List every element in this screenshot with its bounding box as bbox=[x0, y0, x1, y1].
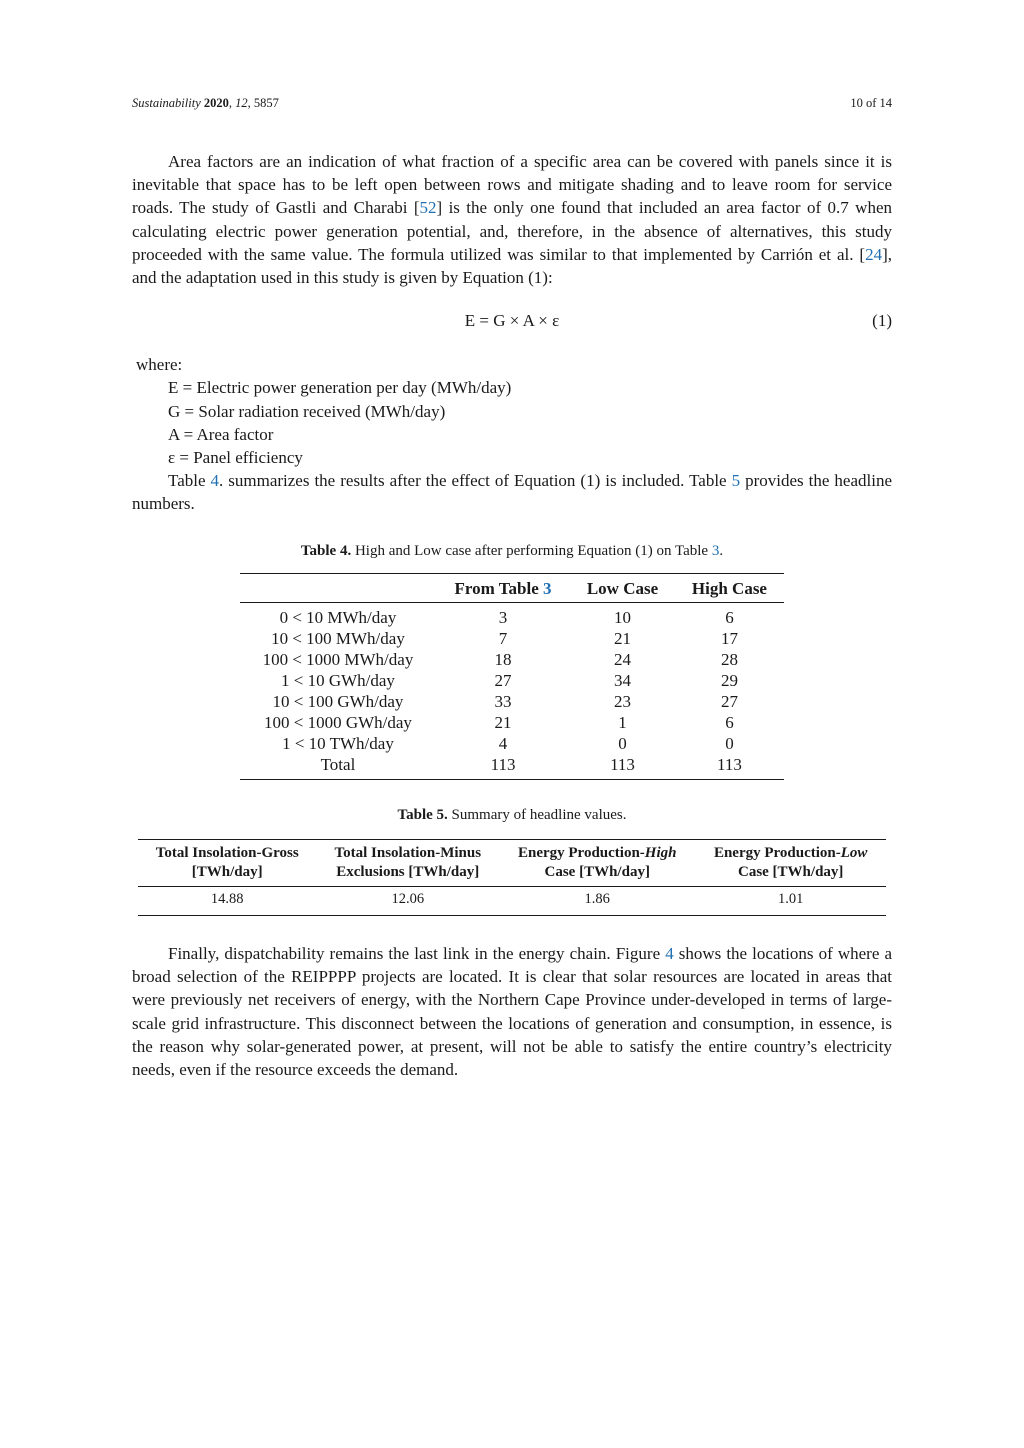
table-row bbox=[240, 712, 784, 733]
cell-production-low: 1.01 bbox=[695, 887, 886, 916]
caption-text: . bbox=[719, 542, 724, 559]
header-text: Energy Production- bbox=[517, 845, 645, 862]
row-label: 100 < 1000 GWh/day bbox=[263, 712, 412, 732]
table-header-row bbox=[240, 573, 784, 602]
header-text: Case [TWh/day] bbox=[544, 864, 650, 881]
row-label: 10 < 100 GWh/day bbox=[272, 691, 404, 711]
paragraph-text: ], and the adaptation used in this study is given by Equation (1): bbox=[132, 244, 892, 288]
definition-a: A = Area factor bbox=[168, 424, 274, 444]
row-label: 100 < 1000 MWh/day bbox=[262, 649, 414, 669]
article-number: 5857 bbox=[253, 96, 279, 110]
cell-from-table: 4 bbox=[498, 733, 508, 753]
table-link-4[interactable]: 4 bbox=[210, 471, 220, 491]
row-label: Total bbox=[240, 754, 436, 780]
header-high-case: High Case bbox=[675, 573, 784, 602]
journal-year: 2020 bbox=[203, 96, 229, 110]
table-link-5[interactable]: 5 bbox=[731, 471, 741, 491]
where-label: where: bbox=[136, 355, 183, 375]
cell-low-case: 0 bbox=[618, 733, 627, 753]
paragraph-text: ] is the only one found that included an area factor of 0.7 when calculating electric power generation potential, and, therefore, in the absence of alternatives, this study proceeded with the same value. The formula utilized was similar to that implemented by Carrión et al. [ bbox=[132, 198, 892, 264]
table-4 bbox=[240, 573, 784, 780]
header-text-italic: Low bbox=[840, 845, 868, 862]
cell-low-case: 1 bbox=[618, 712, 627, 732]
table-row bbox=[138, 887, 886, 916]
equation-1 bbox=[132, 309, 892, 333]
cell-low-case: 21 bbox=[614, 628, 631, 648]
table-header-row bbox=[138, 840, 886, 887]
cell-from-table: 7 bbox=[498, 628, 508, 648]
journal-volume: 12 bbox=[235, 96, 248, 110]
header-insolation-minus bbox=[316, 840, 499, 887]
cell-low-case: 113 bbox=[570, 754, 675, 780]
running-header-citation: Sustainability 2020, 12, 5857 bbox=[132, 96, 279, 110]
paragraph-text: shows the locations of where a broad selection of the REIPPPP projects are located. It is clear that solar resources are located in areas that were previously net receivers of energy, with the Northern Cape Province under-developed in terms of large-scale grid infrastructure. This disconnect between the locations of generation and consumption, in essence, is the reason why solar-generated power, at present, will not be able to satisfy the entire country’s electricity needs, even if the resource exceeds the demand. bbox=[132, 944, 892, 1080]
cell-high-case: 29 bbox=[720, 670, 738, 690]
table-4-caption bbox=[132, 540, 892, 563]
cell-from-table: 18 bbox=[494, 649, 512, 669]
paragraph-text: provides the headline numbers. bbox=[132, 471, 892, 514]
paragraph-text: Table bbox=[168, 471, 211, 491]
citation-link-52[interactable]: 52 bbox=[419, 198, 437, 218]
caption-label: Table 5. bbox=[397, 806, 448, 823]
cell-from-table: 27 bbox=[494, 670, 512, 690]
table-row bbox=[240, 628, 784, 649]
definition-g: G = Solar radiation received (MWh/day) bbox=[168, 401, 446, 421]
cell-high-case: 113 bbox=[675, 754, 784, 780]
cell-high-case: 6 bbox=[725, 607, 734, 627]
caption-text: Summary of headline values. bbox=[447, 806, 627, 823]
header-text: Total Insolation-Minus bbox=[334, 845, 482, 862]
paragraph-dispatchability bbox=[132, 942, 892, 1081]
cell-high-case: 27 bbox=[720, 691, 738, 711]
table-5 bbox=[138, 839, 886, 916]
row-label: 1 < 10 TWh/day bbox=[282, 733, 394, 753]
header-text: Total Insolation-Gross bbox=[155, 845, 299, 862]
header-text: From Table bbox=[454, 578, 544, 598]
cell-high-case: 28 bbox=[720, 649, 738, 669]
header-from-table bbox=[436, 573, 570, 602]
page-body bbox=[132, 150, 892, 1081]
paragraph-text: Finally, dispatchability remains the last link in the energy chain. Figure bbox=[168, 944, 666, 964]
row-label: 0 < 10 MWh/day bbox=[279, 607, 397, 627]
page-number: 10 of 14 bbox=[850, 96, 892, 110]
equation-number: (1) bbox=[872, 311, 892, 331]
figure-link-4[interactable]: 4 bbox=[665, 944, 674, 964]
cell-high-case: 17 bbox=[720, 628, 738, 648]
row-label: 1 < 10 GWh/day bbox=[280, 670, 395, 690]
row-label: 10 < 100 MWh/day bbox=[271, 628, 405, 648]
table-row bbox=[240, 691, 784, 712]
definitions-list bbox=[132, 376, 892, 469]
table-row bbox=[240, 670, 784, 691]
cell-insolation-minus: 12.06 bbox=[316, 887, 499, 916]
header-insolation-gross bbox=[138, 840, 316, 887]
cell-low-case: 23 bbox=[614, 691, 631, 711]
header-text: Exclusions [TWh/day] bbox=[336, 864, 480, 881]
table-row-total bbox=[240, 754, 784, 780]
table-row bbox=[240, 602, 784, 628]
cell-low-case: 10 bbox=[614, 607, 631, 627]
header-production-high bbox=[499, 840, 695, 887]
header-low-case: Low Case bbox=[570, 573, 675, 602]
header-text: [TWh/day] bbox=[191, 864, 263, 881]
paragraph-text: Area factors are an indication of what fraction of a specific area can be covered with panels since it is inevitable that space has to be left open between rows and mitigate shading and to leave room for service roads. The study of Gastli and Charabi [ bbox=[132, 152, 892, 218]
paragraph-table-summary bbox=[132, 469, 892, 515]
cell-insolation-gross: 14.88 bbox=[138, 887, 316, 916]
header-empty bbox=[240, 573, 436, 602]
journal-name: Sustainability bbox=[132, 96, 201, 110]
table-5-caption bbox=[132, 804, 892, 827]
cell-high-case: 0 bbox=[725, 733, 734, 753]
definition-e: E = Electric power generation per day (MWh/day) bbox=[168, 378, 512, 398]
caption-label: Table 4. bbox=[300, 542, 352, 559]
definition-epsilon: ε = Panel efficiency bbox=[168, 448, 303, 468]
table-link-3[interactable]: 3 bbox=[711, 542, 720, 559]
cell-high-case: 6 bbox=[725, 712, 734, 732]
cell-low-case: 34 bbox=[614, 670, 631, 690]
header-text: Energy Production- bbox=[713, 845, 841, 862]
citation-link-24[interactable]: 24 bbox=[865, 244, 883, 264]
header-text-italic: High bbox=[644, 845, 677, 862]
cell-from-table: 33 bbox=[494, 691, 512, 711]
cell-production-high: 1.86 bbox=[499, 887, 695, 916]
table-row bbox=[240, 649, 784, 670]
header-text: Case [TWh/day] bbox=[737, 864, 844, 881]
cell-from-table: 3 bbox=[498, 607, 508, 627]
equation-formula: E = G × A × ε bbox=[464, 311, 560, 331]
cell-from-table: 113 bbox=[436, 754, 570, 780]
paragraph-text: . summarizes the results after the effect of Equation (1) is included. Table bbox=[219, 471, 732, 491]
table-row bbox=[240, 733, 784, 754]
header-production-low bbox=[695, 840, 886, 887]
caption-text: High and Low case after performing Equation (1) on Table bbox=[351, 542, 712, 559]
cell-from-table: 21 bbox=[494, 712, 512, 732]
cell-low-case: 24 bbox=[614, 649, 631, 669]
table-link-3[interactable]: 3 bbox=[543, 578, 552, 598]
paragraph-area-factors bbox=[132, 150, 892, 289]
